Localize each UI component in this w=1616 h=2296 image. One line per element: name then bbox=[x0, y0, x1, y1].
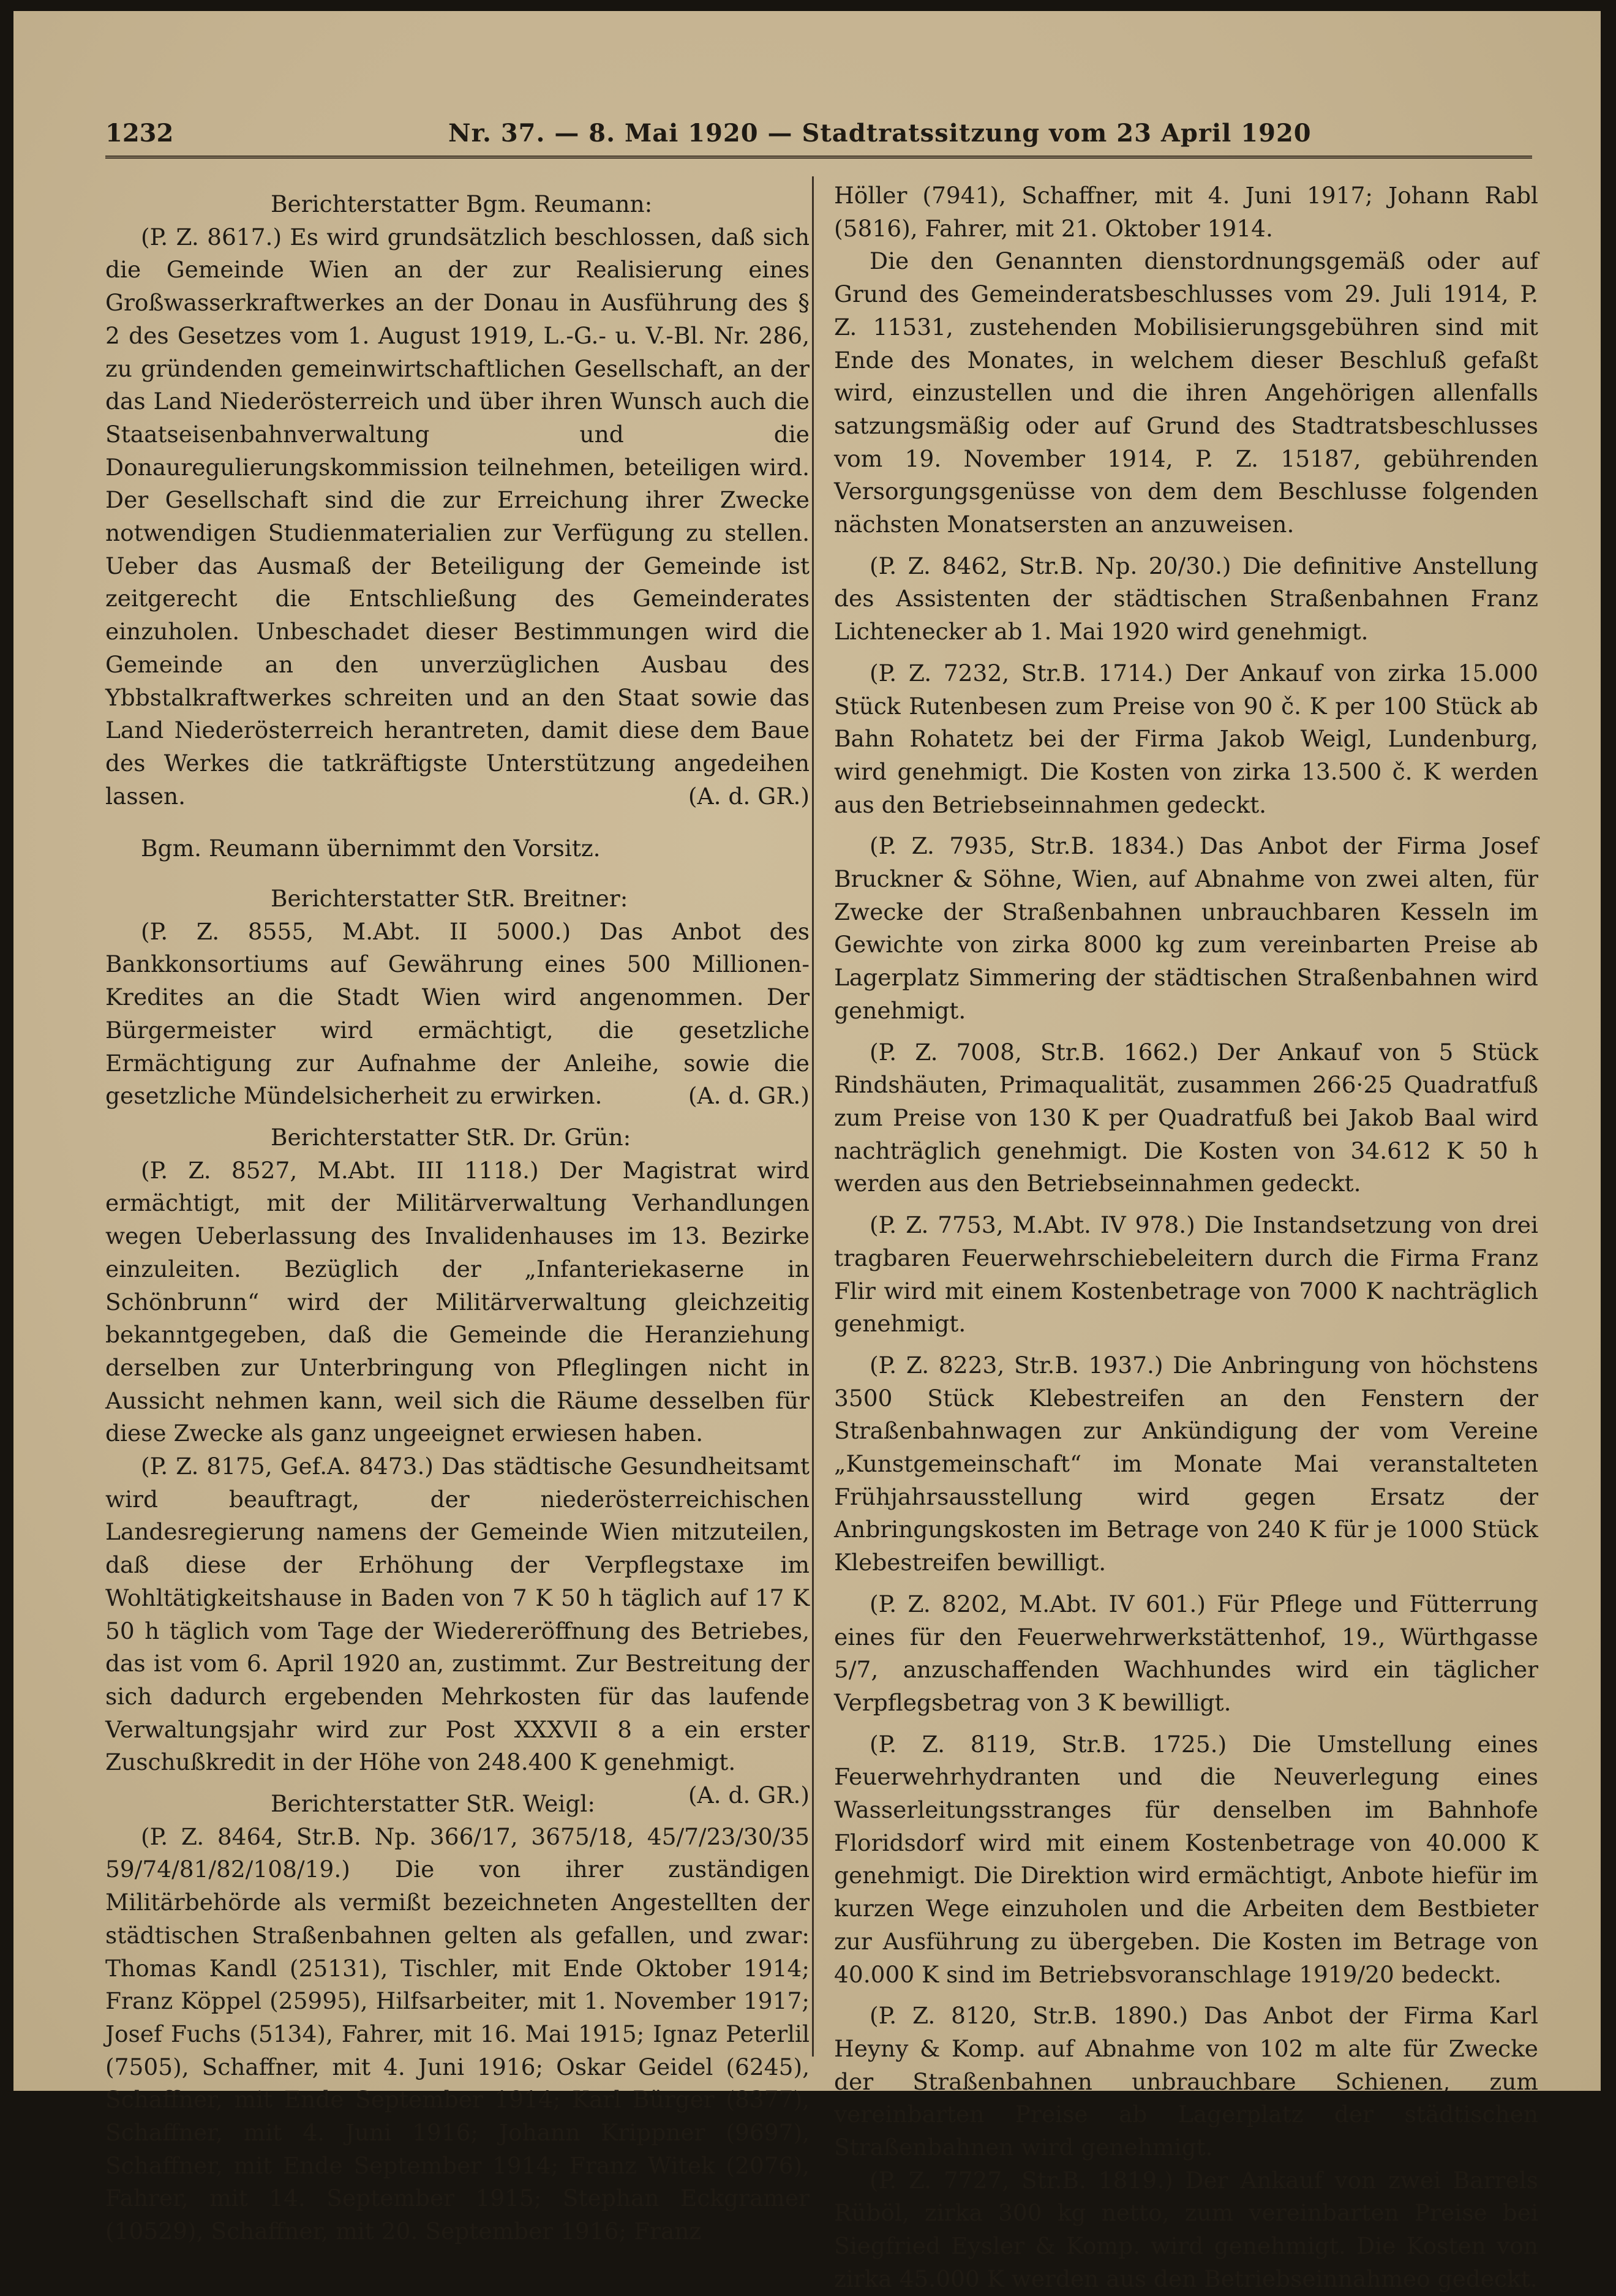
section-heading: Berichterstatter Bgm. Reumann: bbox=[271, 190, 653, 217]
section-heading: Berichterstatter StR. Dr. Grün: bbox=[271, 1123, 631, 1151]
resolution-paragraph: (P. Z. 7727, Str.B. 1819.) Der Ankauf von zwei Barrels Rüböl, zirka 300 kg netto, zum vereinbarten Preise bei Siegfried Eysler & Komp. wird genehmigt. Die Kosten von zirka 45.000 K werden aus den Betriebseinnahmeo gedeckt. bbox=[834, 2166, 1538, 2292]
resolution-paragraph: Die den Genannten dienstordnungsgemäß oder auf Grund des Gemeinderatsbeschlusses vom 29. Juli 1914, P. Z. 11531, zustehenden Mobilisierungsgebühren sind mit Ende des Monates, in welchem dieser Beschluß gefaßt wird, einzustellen und die ihren Angehörigen allenfalls satzungsmäßig oder auf Grund des Stadtratsbeschlusses vom 19. November 1914, P. Z. 15187, gebührenden Versorgungsgenüsse von dem dem Beschlusse folgenden nächsten Monatsersten an anzuweisen. bbox=[834, 247, 1538, 538]
resolution-paragraph: (P. Z. 7935, Str.B. 1834.) Das Anbot der Firma Josef Bruckner & Söhne, Wien, auf Abnahme von zwei alten, für Zwecke der Straßenbahnen unbrauchbaren Kesseln im Gewichte von zirka 8000 kg zum vereinbarten Preise ab Lagerplatz Simmering der städtischen Straßenbahnen wird genehmigt. bbox=[834, 832, 1538, 1024]
approval-note: (A. d. GR.) bbox=[688, 1782, 810, 1809]
resolution-paragraph: (P. Z. 8555, M.Abt. II 5000.) Das Anbot des Bankkonsortiums auf Gewährung eines 500 Millionen-Kredites an die Stadt Wien wird angenommen. Der Bürgermeister wird ermächtigt, die gesetzliche Ermächtigung zur Aufnahme der Anleihe, sowie die gesetzliche Mündelsicherheit zu erwirken. (A. d. GR.) bbox=[105, 916, 810, 1113]
approval-note: (A. d. GR.) bbox=[688, 1082, 810, 1110]
approval-note: (A. d. GR.) bbox=[688, 782, 810, 810]
resolution-paragraph: (P. Z. 8119, Str.B. 1725.) Die Umstellung eines Feuerwehrhydranten und die Neuverlegung eines Wasserleitungsstranges für denselben im Bahnhofe Floridsdorf wird mit einem Kostenbetrage von 40.000 K genehmigt. Die Direktion wird ermächtigt, Anbote hiefür im kurzen Wege einzuholen und die Arbeiten dem Bestbieter zur Ausführung zu übergeben. Die Kosten im Betrage von 40.000 K sind im Betriebsvoranschlage 1919/20 bedeckt. bbox=[834, 1730, 1538, 1988]
resolution-paragraph: (P. Z. 8120, Str.B. 1890.) Das Anbot der Firma Karl Heyny & Komp. auf Abnahme von 102 m alte für Zwecke der Straßenbahnen unbrauchbare Schienen, zum vereinbarten Preise ab Lagerplatz der städtischen Straßenbahnen wird genehmigt. bbox=[834, 2002, 1538, 2161]
resolution-paragraph: (P. Z. 8175, Gef.A. 8473.) Das städtische Gesundheitsamt wird beauftragt, der niederösterreichischen Landesregierung namens der Gemeinde Wien mitzuteilen, daß diese der Erhöhung der Verpflegstaxe im Wohltätigkeitshause in Baden von 7 K 50 h täglich auf 17 K 50 h täglich vom Tage der Wiedereröffnung des Betriebes, das ist vom 6. April 1920 an, zustimmt. Zur Bestreitung der sich dadurch ergebenden Mehrkosten für das laufende Verwaltungsjahr wird zur Post XXXVII 8 a ein erster Zuschußkredit in der Höhe von 248.400 K genehmigt. (A. d. GR.) bbox=[105, 1450, 810, 1779]
resolution-paragraph: (P. Z. 7753, M.Abt. IV 978.) Die Instandsetzung von drei tragbaren Feuerwehrschiebeleitern durch die Firma Franz Flir wird mit einem Kostenbetrage von 7000 K nachträglich genehmigt. bbox=[834, 1211, 1538, 1338]
chair-note: Bgm. Reumann übernimmt den Vorsitz. bbox=[141, 835, 601, 862]
section-heading: Berichterstatter StR. Weigl: bbox=[271, 1790, 595, 1818]
right-column bbox=[834, 179, 1538, 2296]
page-header bbox=[105, 103, 1532, 152]
continued-paragraph: Höller (7941), Schaffner, mit 4. Juni 1917; Johann Rabl (5816), Fahrer, mit 21. Oktober 1914. bbox=[834, 182, 1538, 242]
resolution-paragraph: (P. Z. 7008, Str.B. 1662.) Der Ankauf von 5 Stück Rindshäuten, Primaqualität, zusammen 266·25 Quadratfuß zum Preise von 130 K per Quadratfuß bei Jakob Baal wird nachträglich genehmigt. Die Kosten von 34.612 K 50 h werden aus den Betriebseinnahmen gedeckt. bbox=[834, 1038, 1538, 1197]
newspaper-page bbox=[13, 11, 1601, 2292]
running-title: Nr. 37. — 8. Mai 1920 — Stadtratssitzung vom 23 April 1920 bbox=[448, 119, 1312, 148]
resolution-paragraph: (P. Z. 8462, Str.B. Np. 20/30.) Die definitive Anstellung des Assistenten der städtischen Straßenbahnen Franz Lichtenecker ab 1. Mai 1920 wird genehmigt. bbox=[834, 552, 1538, 646]
resolution-paragraph: (P. Z. 8223, Str.B. 1937.) Die Anbringung von höchstens 3500 Stück Klebestreifen an den Fenstern der Straßenbahnwagen zur Ankündigung der vom Vereine „Kunstgemeinschaft“ im Monate Mai veranstalteten Frühjahrsausstellung wird gegen Ersatz der Anbringungskosten im Betrage von 240 K für je 1000 Stück Klebestreifen bewilligt. bbox=[834, 1351, 1538, 1576]
column-divider bbox=[812, 176, 814, 2057]
resolution-paragraph: (P. Z. 8617.) Es wird grundsätzlich beschlossen, daß sich die Gemeinde Wien an der zur Realisierung eines Großwasserkraftwerkes an der Donau in Ausführung des § 2 des Gesetzes vom 1. August 1919, L.-G.- u. V.-Bl. Nr. 286, zu gründenden gemeinwirtschaftlichen Gesellschaft, an der das Land Niederösterreich und über ihren Wunsch auch die Staatseisenbahnverwaltung und die Donauregulierungskommission teilnehmen, beteiligen wird. Der Gesellschaft sind die zur Erreichung ihrer Zwecke notwendigen Studienmaterialien zur Verfügung zu stellen. Ueber das Ausmaß der Beteiligung der Gemeinde ist zeitgerecht die Entschließung des Gemeinderates einzuholen. Unbeschadet dieser Bestimmungen wird die Gemeinde an den unverzüglichen Ausbau des Ybbstalkraftwerkes schreiten und an den Staat sowie das Land Niederösterreich herantreten, damit diese dem Baue des Werkes die tatkräftigste Unterstützung angedeihen lassen. (A. d. GR.) bbox=[105, 221, 810, 813]
resolution-paragraph: (P. Z. 8202, M.Abt. IV 601.) Für Pflege und Fütterrung eines für den Feuerwehrwerkstättenhof, 19., Würthgasse 5/7, anzuschaffenden Wachhundes wird ein täglicher Verpflegsbetrag von 3 K bewilligt. bbox=[834, 1590, 1538, 1716]
section-heading: Berichterstatter StR. Breitner: bbox=[271, 885, 628, 913]
resolution-paragraph: (P. Z. 7232, Str.B. 1714.) Der Ankauf von zirka 15.000 Stück Rutenbesen zum Preise von 90 č. K per 100 Stück ab Bahn Rohatetz bei der Firma Jakob Weigl, Lundenburg, wird genehmigt. Die Kosten von zirka 13.500 č. K werden aus den Betriebseinnahmen gedeckt. bbox=[834, 659, 1538, 818]
resolution-paragraph: (P. Z. 8464, Str.B. Np. 366/17, 3675/18, 45/7/23/30/35 59/74/81/82/108/19.) Die von ihrer zuständigen Militärbehörde als vermißt bezeichneten Angestellten der städtischen Straßenbahnen gelten als gefallen, und zwar: Thomas Kandl (25131), Tischler, mit Ende Oktober 1914; Franz Köppel (25995), Hilfsarbeiter, mit 1. November 1917; Josef Fuchs (5134), Fahrer, mit 16. Mai 1915; Ignaz Peterlil (7505), Schaffner, mit 4. Juni 1916; Oskar Geidel (6245), Schaffner, mit Ende September 1914; Karl Bürger (8377), Schaffner, mit 4. Juni 1916; Johann Krippner (9697), Schaffner, mit Ende September 1914; Franz Witek (2076), Fahrer, mit 14. September 1915; Stephan Eckgramer (10529), Schaffner, mit 20. September 1916; Franz bbox=[105, 1823, 810, 2245]
page-number: 1232 bbox=[105, 119, 174, 148]
left-column bbox=[105, 179, 810, 2248]
header-rule bbox=[105, 156, 1532, 159]
resolution-paragraph: (P. Z. 8527, M.Abt. III 1118.) Der Magistrat wird ermächtigt, mit der Militärverwaltung Verhandlungen wegen Ueberlassung des Invalidenhauses im 13. Bezirke einzuleiten. Bezüglich der „Infanteriekaserne in Schönbrunn“ wird der Militärverwaltung gleichzeitig bekanntgegeben, daß die Gemeinde die Heranziehung derselben zur Unterbringung von Pfleglingen nicht in Aussicht nehmen kann, weil sich die Räume desselben für diese Zwecke als ganz ungeeignet erwiesen haben. bbox=[105, 1156, 810, 1447]
